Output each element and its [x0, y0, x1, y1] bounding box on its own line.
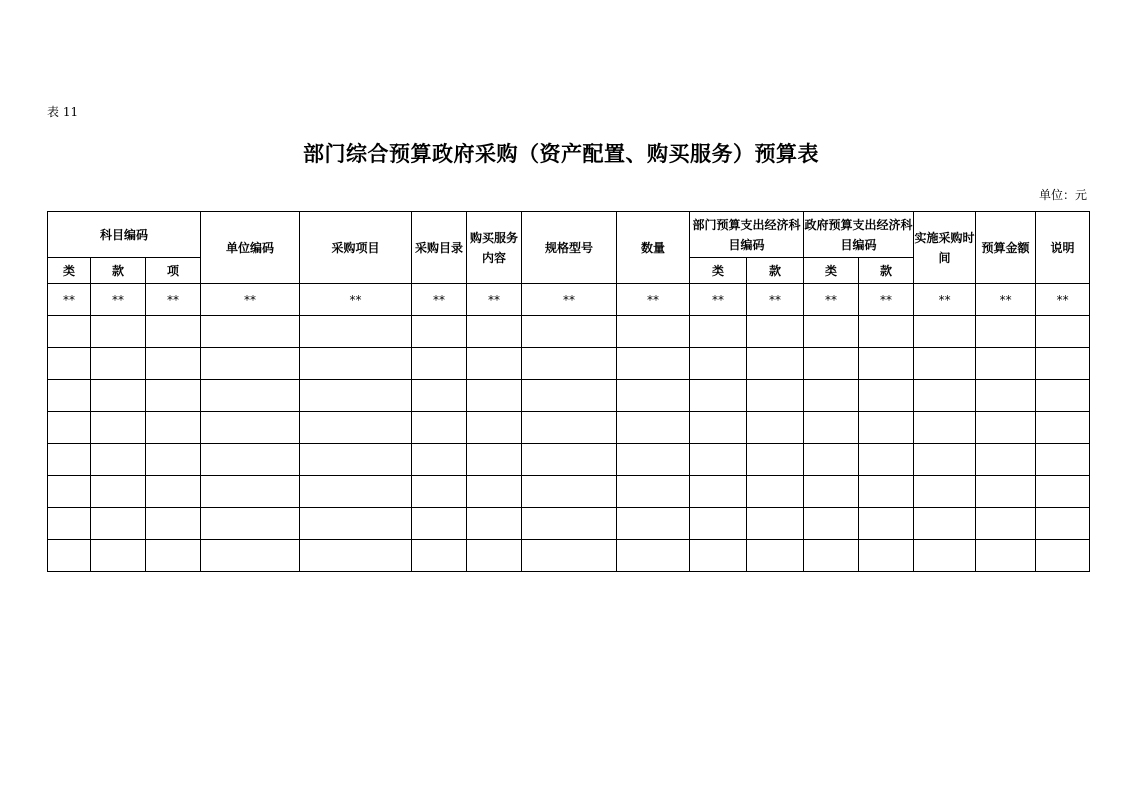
- table-row: [48, 540, 1090, 572]
- table-cell: [412, 508, 467, 540]
- table-cell: [859, 508, 914, 540]
- table-cell: [91, 476, 146, 508]
- marker-cell: **: [412, 284, 467, 316]
- table-cell: [976, 540, 1036, 572]
- table-cell: [201, 540, 300, 572]
- table-cell: [1036, 412, 1090, 444]
- table-cell: [300, 508, 412, 540]
- marker-cell: **: [976, 284, 1036, 316]
- table-cell: [859, 476, 914, 508]
- table-cell: [91, 412, 146, 444]
- header-purchase-catalog: 采购目录: [412, 212, 467, 284]
- header-impl-time: 实施采购时间: [914, 212, 976, 284]
- header-subject-lei: 类: [48, 258, 91, 284]
- table-cell: [412, 380, 467, 412]
- table-cell: [467, 508, 522, 540]
- header-dept-lei: 类: [690, 258, 747, 284]
- table-cell: [91, 540, 146, 572]
- table-cell: [146, 316, 201, 348]
- table-cell: [690, 508, 747, 540]
- table-cell: [201, 412, 300, 444]
- marker-cell: **: [1036, 284, 1090, 316]
- table-cell: [467, 380, 522, 412]
- table-cell: [804, 316, 859, 348]
- table-cell: [48, 316, 91, 348]
- table-cell: [617, 444, 690, 476]
- table-cell: [300, 380, 412, 412]
- table-cell: [467, 316, 522, 348]
- table-cell: [690, 412, 747, 444]
- marker-cell: **: [300, 284, 412, 316]
- marker-cell: **: [48, 284, 91, 316]
- table-cell: [91, 348, 146, 380]
- table-cell: [804, 348, 859, 380]
- table-cell: [617, 540, 690, 572]
- table-cell: [412, 348, 467, 380]
- table-cell: [976, 444, 1036, 476]
- table-cell: [412, 412, 467, 444]
- unit-label: 单位：元: [1038, 188, 1087, 202]
- table-cell: [690, 316, 747, 348]
- table-cell: [747, 508, 804, 540]
- table-cell: [804, 540, 859, 572]
- table-cell: [201, 316, 300, 348]
- table-cell: [1036, 348, 1090, 380]
- table-cell: [146, 444, 201, 476]
- table-cell: [1036, 540, 1090, 572]
- table-cell: [91, 316, 146, 348]
- table-cell: [914, 508, 976, 540]
- table-cell: [1036, 476, 1090, 508]
- table-cell: [617, 476, 690, 508]
- table-cell: [747, 316, 804, 348]
- table-cell: [747, 380, 804, 412]
- marker-cell: **: [747, 284, 804, 316]
- header-service-content: 购买服务内容: [467, 212, 522, 284]
- table-cell: [91, 444, 146, 476]
- table-row: [48, 316, 1090, 348]
- table-number: 表 11: [47, 105, 79, 119]
- table-cell: [914, 444, 976, 476]
- marker-cell: **: [146, 284, 201, 316]
- table-cell: [1036, 380, 1090, 412]
- table-cell: [522, 476, 617, 508]
- header-unit-code: 单位编码: [201, 212, 300, 284]
- table-cell: [201, 444, 300, 476]
- table-cell: [300, 412, 412, 444]
- table-row: [48, 444, 1090, 476]
- budget-table: [47, 211, 1090, 572]
- header-remark: 说明: [1036, 212, 1090, 284]
- marker-cell: **: [617, 284, 690, 316]
- table-cell: [747, 476, 804, 508]
- table-cell: [747, 540, 804, 572]
- table-cell: [522, 348, 617, 380]
- marker-cell: **: [804, 284, 859, 316]
- table-cell: [690, 444, 747, 476]
- table-row: [48, 476, 1090, 508]
- table-cell: [412, 444, 467, 476]
- table-cell: [914, 348, 976, 380]
- table-cell: [48, 380, 91, 412]
- table-cell: [91, 508, 146, 540]
- table-cell: [804, 380, 859, 412]
- table-cell: [412, 476, 467, 508]
- table-cell: [690, 380, 747, 412]
- table-cell: [201, 476, 300, 508]
- marker-cell: **: [859, 284, 914, 316]
- table-cell: [48, 508, 91, 540]
- table-cell: [747, 444, 804, 476]
- table-cell: [522, 540, 617, 572]
- marker-cell: **: [91, 284, 146, 316]
- table-cell: [467, 540, 522, 572]
- table-cell: [804, 476, 859, 508]
- table-row: [48, 508, 1090, 540]
- header-purchase-item: 采购项目: [300, 212, 412, 284]
- table-cell: [690, 476, 747, 508]
- header-subject-kuan: 款: [91, 258, 146, 284]
- header-spec-model: 规格型号: [522, 212, 617, 284]
- table-cell: [859, 412, 914, 444]
- table-cell: [146, 412, 201, 444]
- header-gov-econ-code: 政府预算支出经济科目编码: [804, 212, 914, 258]
- table-cell: [91, 380, 146, 412]
- marker-row: [48, 284, 1090, 316]
- table-cell: [467, 476, 522, 508]
- marker-cell: **: [522, 284, 617, 316]
- table-cell: [976, 316, 1036, 348]
- table-cell: [146, 476, 201, 508]
- table-cell: [747, 412, 804, 444]
- table-cell: [914, 540, 976, 572]
- table-cell: [201, 380, 300, 412]
- table-cell: [48, 476, 91, 508]
- header-dept-kuan: 款: [747, 258, 804, 284]
- table-cell: [467, 412, 522, 444]
- header-quantity: 数量: [617, 212, 690, 284]
- table-cell: [804, 412, 859, 444]
- table-cell: [522, 444, 617, 476]
- table-cell: [617, 508, 690, 540]
- table-cell: [690, 348, 747, 380]
- table-cell: [859, 444, 914, 476]
- table-cell: [617, 348, 690, 380]
- marker-cell: **: [914, 284, 976, 316]
- table-cell: [859, 316, 914, 348]
- table-cell: [617, 412, 690, 444]
- table-cell: [146, 380, 201, 412]
- table-cell: [617, 316, 690, 348]
- table-cell: [48, 540, 91, 572]
- marker-cell: **: [467, 284, 522, 316]
- table-cell: [859, 348, 914, 380]
- header-gov-lei: 类: [804, 258, 859, 284]
- table-cell: [522, 412, 617, 444]
- table-cell: [690, 540, 747, 572]
- table-cell: [412, 316, 467, 348]
- header-subject-xiang: 项: [146, 258, 201, 284]
- table-cell: [976, 412, 1036, 444]
- table-cell: [146, 348, 201, 380]
- table-cell: [1036, 444, 1090, 476]
- table-row: [48, 412, 1090, 444]
- table-cell: [976, 508, 1036, 540]
- empty-rows: [48, 316, 1090, 572]
- header-subject-code: 科目编码: [48, 212, 201, 258]
- table-cell: [914, 380, 976, 412]
- table-cell: [522, 380, 617, 412]
- table-cell: [522, 508, 617, 540]
- table-cell: [146, 540, 201, 572]
- table-cell: [914, 412, 976, 444]
- table-cell: [747, 348, 804, 380]
- table-cell: [48, 348, 91, 380]
- table-cell: [467, 348, 522, 380]
- header-dept-econ-code: 部门预算支出经济科目编码: [690, 212, 804, 258]
- table-cell: [976, 380, 1036, 412]
- table-cell: [467, 444, 522, 476]
- table-cell: [300, 348, 412, 380]
- table-cell: [48, 412, 91, 444]
- table-cell: [617, 380, 690, 412]
- header-gov-kuan: 款: [859, 258, 914, 284]
- table-row: [48, 348, 1090, 380]
- marker-cell: **: [201, 284, 300, 316]
- table-cell: [300, 540, 412, 572]
- table-cell: [859, 380, 914, 412]
- table-cell: [300, 476, 412, 508]
- table-cell: [976, 476, 1036, 508]
- table-row: [48, 380, 1090, 412]
- table-cell: [300, 444, 412, 476]
- table-cell: [914, 316, 976, 348]
- table-cell: [1036, 316, 1090, 348]
- table-cell: [914, 476, 976, 508]
- header-budget-amount: 预算金额: [976, 212, 1036, 284]
- table-cell: [1036, 508, 1090, 540]
- table-cell: [201, 348, 300, 380]
- table-cell: [522, 316, 617, 348]
- table-cell: [804, 508, 859, 540]
- page-title: 部门综合预算政府采购（资产配置、购买服务）预算表: [303, 142, 819, 166]
- table-cell: [300, 316, 412, 348]
- table-cell: [412, 540, 467, 572]
- marker-cell: **: [690, 284, 747, 316]
- table-cell: [804, 444, 859, 476]
- table-cell: [146, 508, 201, 540]
- table-cell: [48, 444, 91, 476]
- table-cell: [976, 348, 1036, 380]
- table-cell: [201, 508, 300, 540]
- table-cell: [859, 540, 914, 572]
